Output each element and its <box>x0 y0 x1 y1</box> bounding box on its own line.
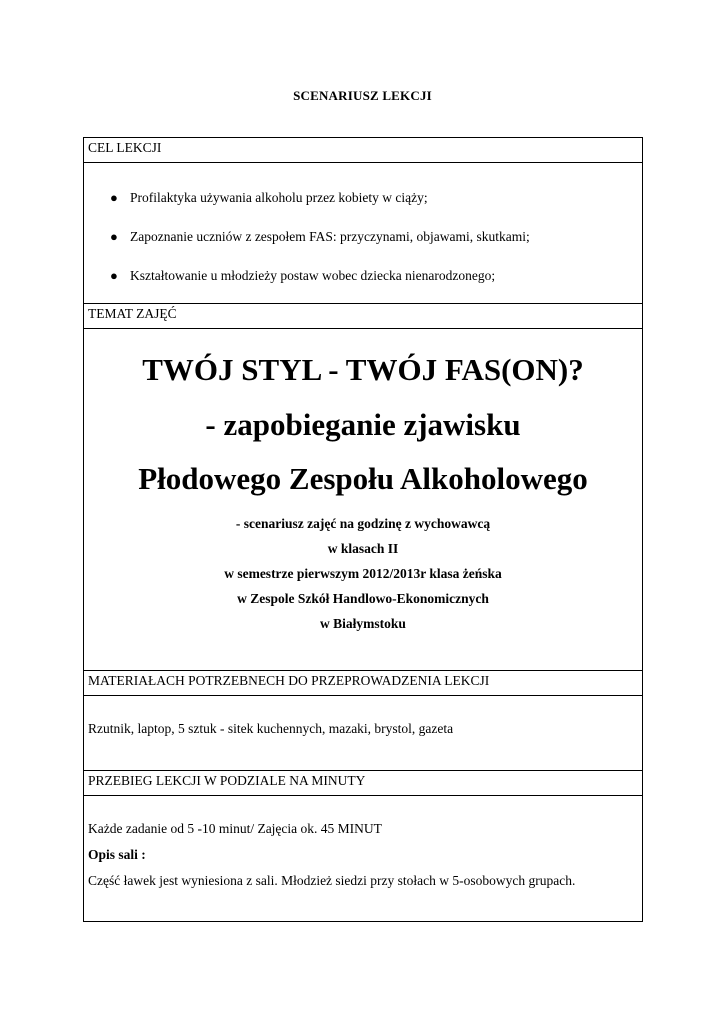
room-description-label: Opis sali : <box>88 847 146 862</box>
topic-detail: - scenariusz zajęć na godzinę z wychowawcą <box>235 516 491 531</box>
topic-headline-3: Płodowego Zespołu Alkoholowego <box>138 461 588 496</box>
procedure-header: PRZEBIEG LEKCJI W PODZIALE NA MINUTY <box>84 771 642 796</box>
room-description-text: Część ławek jest wyniesiona z sali. Młodzież siedzi przy stołach w 5-osobowych grupach. <box>88 873 576 888</box>
bullet-icon: ● <box>110 229 118 244</box>
goals-list <box>110 190 530 307</box>
document-title: SCENARIUSZ LEKCJI <box>293 88 432 103</box>
bullet-icon: ● <box>110 268 118 283</box>
topic-detail: w semestrze pierwszym 2012/2013r klasa żeńska <box>224 566 502 581</box>
bullet-icon: ● <box>110 190 118 205</box>
lesson-table <box>83 137 643 922</box>
topic-header: TEMAT ZAJĘĆ <box>84 304 642 329</box>
list-item <box>110 229 530 268</box>
topic-section <box>84 329 642 671</box>
procedure-timing: Każde zadanie od 5 -10 minut/ Zajęcia ok. 45 MINUT <box>88 821 382 836</box>
topic-detail: w Zespole Szkół Handlowo-Ekonomicznych <box>237 591 489 606</box>
materials-header: MATERIAŁACH POTRZEBNECH DO PRZEPROWADZENIA LEKCJI <box>84 671 642 696</box>
topic-headline-2: - zapobieganie zjawisku <box>205 407 521 442</box>
goals-header: CEL LEKCJI <box>84 138 642 163</box>
list-item <box>110 190 530 229</box>
topic-headline-1: TWÓJ STYL - TWÓJ FAS(ON)? <box>142 352 584 387</box>
topic-detail: w klasach II <box>327 541 399 556</box>
goal-text: Zapoznanie uczniów z zespołem FAS: przyczynami, objawami, skutkami; <box>130 229 530 244</box>
materials-text: Rzutnik, laptop, 5 sztuk - sitek kuchennych, mazaki, brystol, gazeta <box>88 721 454 736</box>
list-item <box>110 268 530 307</box>
materials-section <box>84 696 642 771</box>
goal-text: Profilaktyka używania alkoholu przez kobiety w ciąży; <box>130 190 428 205</box>
goal-text: Kształtowanie u młodzieży postaw wobec dziecka nienarodzonego; <box>130 268 496 283</box>
procedure-section <box>84 796 642 922</box>
goals-section <box>84 163 642 304</box>
topic-detail: w Białymstoku <box>320 616 406 631</box>
